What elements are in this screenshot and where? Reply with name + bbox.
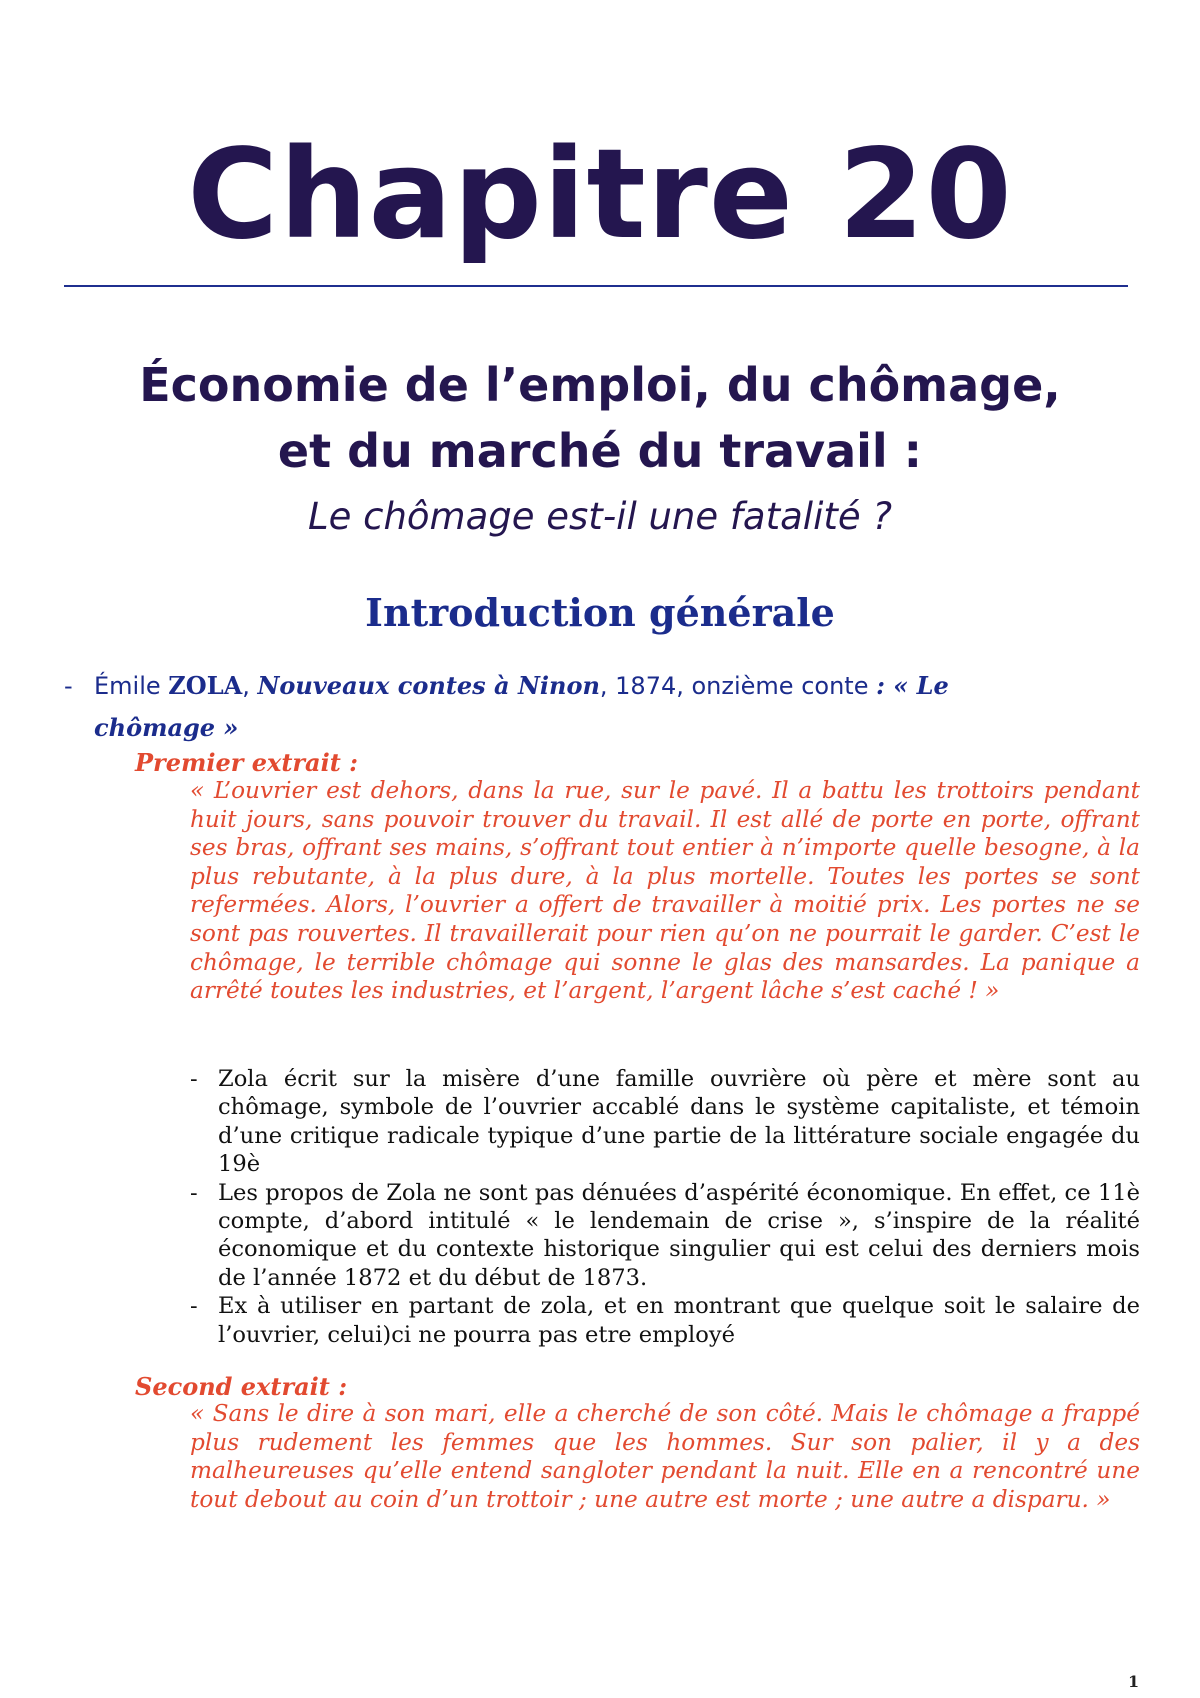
chapter-subtitle: [60, 352, 1140, 484]
quote-first: [190, 777, 1140, 1006]
list-dash: -: [190, 1179, 198, 1206]
tale-title-end: chômage »: [94, 713, 239, 742]
quote-text: « Sans le dire à son mari, elle a cherché de son côté. Mais le chômage a frappé plus rudement les femmes que les hommes. Sur son palier, il y a des malheureuses qu’elle entend sangloter pendant la nuit. Elle en a rencontré une tout debout au coin d’un trottoir ; une autre est morte ; une autre a disparu. »: [190, 1400, 1140, 1513]
extract-label-first: Premier extrait :: [135, 748, 359, 777]
chapter-title: Chapitre 20: [187, 123, 1013, 267]
list-item-text: Zola écrit sur la misère d’une famille ouvrière où père et mère sont au chômage, symbole de l’ouvrier accablé dans le système capitaliste, et témoin d’une critique radicale typique d’une partie de la littérature sociale engagée du 19è: [218, 1066, 1140, 1178]
extract-label-second: Second extrait :: [135, 1372, 348, 1401]
list-dash: -: [190, 1293, 198, 1320]
work-title: Nouveaux contes à Ninon: [257, 671, 600, 700]
subtitle-question: Le chômage est-il une fatalité ?: [307, 495, 893, 538]
page-number: 1: [1128, 1672, 1140, 1691]
section-heading: Introduction générale: [365, 590, 835, 635]
source-details: , 1874, onzième conte: [599, 672, 877, 700]
tale-title-start: : « Le: [876, 671, 949, 700]
title-underline: [64, 285, 1128, 287]
quote-second: [190, 1400, 1140, 1514]
list-dash: -: [64, 672, 73, 700]
author-prefix: Émile: [94, 672, 169, 700]
author-name: ZOLA: [168, 671, 243, 700]
list-item-text: Les propos de Zola ne sont pas dénuées d’aspérité économique. En effet, ce 11è compte, d’abord intitulé « le lendemain de crise », s’inspire de la réalité économique et du contexte historique singulier qui est celui des derniers mois de l’année 1872 et du début de 1873.: [218, 1179, 1140, 1291]
list-item: [190, 1292, 1140, 1349]
list-item: [190, 1065, 1140, 1179]
quote-text: « L’ouvrier est dehors, dans la rue, sur le pavé. Il a battu les trottoirs pendant huit jours, sans pouvoir trouver du travail. Il est allé de porte en porte, offrant ses bras, offrant ses mains, s’offrant tout entier à n’importe quelle besogne, à la plus rebutante, à la plus dure, à la plus mortelle. Toutes les portes se sont refermées. Alors, l’ouvrier a offert de travailler à moitié prix. Les portes ne se sont pas rouvertes. Il travaillerait pour rien qu’on ne pourrait le garder. C’est le chômage, le terrible chômage qui sonne le glas des mansardes. La panique a arrêté toutes les industries, et l’argent, l’argent lâche s’est caché ! »: [190, 777, 1140, 1005]
source-reference: [64, 665, 1124, 749]
list-dash: -: [190, 1066, 198, 1092]
list-item: [190, 1179, 1140, 1293]
subtitle-line-2: et du marché du travail :: [277, 424, 923, 478]
subtitle-line-1: Économie de l’emploi, du chômage,: [139, 358, 1061, 412]
source-comma: ,: [242, 672, 258, 700]
commentary-list: [190, 1065, 1140, 1349]
list-item-text: Ex à utiliser en partant de zola, et en montrant que quelque soit le salaire de l’ouvrier, celui)ci ne pourra pas etre employé: [218, 1293, 1140, 1348]
